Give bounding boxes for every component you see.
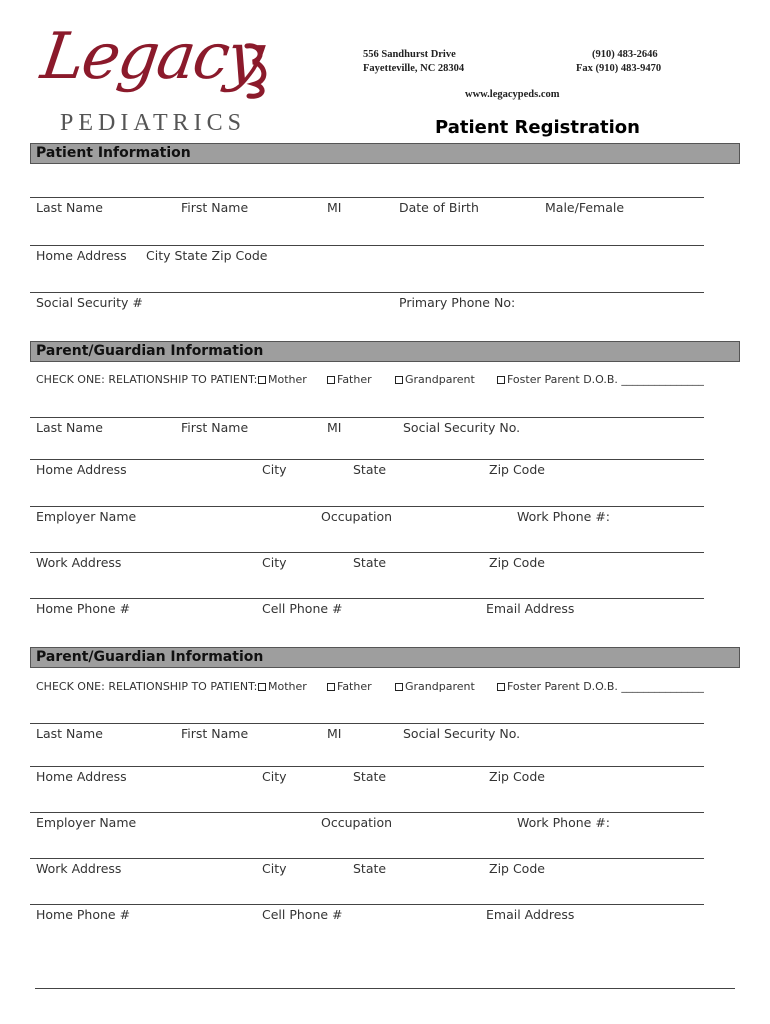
- checkbox-father[interactable]: Father: [327, 680, 372, 693]
- checkbox-foster-parent[interactable]: Foster Parent D.O.B. _______________: [497, 680, 704, 693]
- section-title: Patient Information: [36, 145, 191, 161]
- fax-number: Fax (910) 483-9470: [576, 63, 662, 74]
- page-title: Patient Registration: [435, 117, 640, 138]
- field-rule: [30, 459, 704, 460]
- checkbox-icon[interactable]: [327, 376, 335, 384]
- checkbox-grandparent[interactable]: Grandparent: [395, 373, 475, 386]
- address-line2: Fayetteville, NC 28304: [363, 63, 465, 74]
- guardian1-email[interactable]: Email Address: [486, 601, 575, 616]
- checkbox-icon[interactable]: [497, 683, 505, 691]
- guardian1-home-phone[interactable]: Home Phone #: [36, 601, 131, 616]
- guardian2-cell-phone[interactable]: Cell Phone #: [262, 907, 343, 922]
- checkbox-mother[interactable]: Mother: [258, 373, 307, 386]
- guardian2-work-state[interactable]: State: [353, 861, 387, 876]
- field-rule: [30, 723, 704, 724]
- section-title: Parent/Guardian Information: [36, 649, 264, 665]
- checkbox-icon[interactable]: [395, 683, 403, 691]
- guardian1-work-address[interactable]: Work Address: [36, 555, 122, 570]
- guardian2-state[interactable]: State: [353, 769, 387, 784]
- guardian1-mi[interactable]: MI: [327, 420, 342, 435]
- address-line1: 556 Sandhurst Drive: [363, 49, 456, 60]
- guardian1-city[interactable]: City: [262, 462, 287, 477]
- patient-mi[interactable]: MI: [327, 200, 342, 215]
- guardian2-email[interactable]: Email Address: [486, 907, 575, 922]
- guardian2-home-address[interactable]: Home Address: [36, 769, 127, 784]
- field-rule: [30, 766, 704, 767]
- checkbox-grandparent[interactable]: Grandparent: [395, 680, 475, 693]
- patient-last-name[interactable]: Last Name: [36, 200, 103, 215]
- field-rule: [30, 598, 704, 599]
- patient-ssn[interactable]: Social Security #: [36, 295, 143, 310]
- field-rule: [30, 858, 704, 859]
- section-title: Parent/Guardian Information: [36, 343, 264, 359]
- phone-number: (910) 483-2646: [592, 49, 658, 60]
- checkbox-mother[interactable]: Mother: [258, 680, 307, 693]
- guardian1-section-header: [30, 341, 740, 362]
- guardian1-last-name[interactable]: Last Name: [36, 420, 103, 435]
- logo-swirl-icon: [239, 40, 273, 100]
- guardian2-mi[interactable]: MI: [327, 726, 342, 741]
- field-rule: [30, 904, 704, 905]
- checkbox-icon[interactable]: [497, 376, 505, 384]
- website: www.legacypeds.com: [465, 89, 560, 100]
- guardian1-work-zip[interactable]: Zip Code: [489, 555, 545, 570]
- checkbox-foster-parent[interactable]: Foster Parent D.O.B. _______________: [497, 373, 704, 386]
- guardian1-work-phone[interactable]: Work Phone #:: [517, 509, 611, 524]
- guardian2-occupation[interactable]: Occupation: [321, 815, 393, 830]
- guardian2-last-name[interactable]: Last Name: [36, 726, 103, 741]
- guardian1-state[interactable]: State: [353, 462, 387, 477]
- guardian1-work-city[interactable]: City: [262, 555, 287, 570]
- logo-main-text: Legacy: [36, 20, 267, 94]
- guardian1-zip[interactable]: Zip Code: [489, 462, 545, 477]
- guardian2-employer[interactable]: Employer Name: [36, 815, 137, 830]
- patient-dob[interactable]: Date of Birth: [399, 200, 479, 215]
- guardian2-work-city[interactable]: City: [262, 861, 287, 876]
- patient-section-header: [30, 143, 740, 164]
- guardian1-first-name[interactable]: First Name: [181, 420, 249, 435]
- checkbox-father[interactable]: Father: [327, 373, 372, 386]
- guardian2-city[interactable]: City: [262, 769, 287, 784]
- checkbox-icon[interactable]: [258, 683, 266, 691]
- guardian2-work-phone[interactable]: Work Phone #:: [517, 815, 611, 830]
- guardian2-work-zip[interactable]: Zip Code: [489, 861, 545, 876]
- guardian1-home-address[interactable]: Home Address: [36, 462, 127, 477]
- checkbox-icon[interactable]: [395, 376, 403, 384]
- patient-home-address[interactable]: Home Address: [36, 248, 127, 263]
- relationship-prompt: CHECK ONE: RELATIONSHIP TO PATIENT:: [36, 373, 258, 386]
- guardian1-occupation[interactable]: Occupation: [321, 509, 393, 524]
- patient-city-state-zip[interactable]: City State Zip Code: [146, 248, 268, 263]
- guardian1-ssn[interactable]: Social Security No.: [403, 420, 521, 435]
- field-rule: [30, 292, 704, 293]
- field-rule: [30, 812, 704, 813]
- guardian2-section-header: [30, 647, 740, 668]
- guardian2-zip[interactable]: Zip Code: [489, 769, 545, 784]
- field-rule: [30, 417, 704, 418]
- relationship-prompt: CHECK ONE: RELATIONSHIP TO PATIENT:: [36, 680, 258, 693]
- guardian2-work-address[interactable]: Work Address: [36, 861, 122, 876]
- guardian2-first-name[interactable]: First Name: [181, 726, 249, 741]
- field-rule: [30, 552, 704, 553]
- guardian1-cell-phone[interactable]: Cell Phone #: [262, 601, 343, 616]
- checkbox-icon[interactable]: [327, 683, 335, 691]
- logo-sub-text: PEDIATRICS: [60, 110, 247, 136]
- field-rule: [30, 197, 704, 198]
- footer-rule: [35, 988, 735, 989]
- guardian2-ssn[interactable]: Social Security No.: [403, 726, 521, 741]
- patient-sex[interactable]: Male/Female: [545, 200, 625, 215]
- patient-first-name[interactable]: First Name: [181, 200, 249, 215]
- field-rule: [30, 245, 704, 246]
- logo: [34, 20, 274, 135]
- guardian1-work-state[interactable]: State: [353, 555, 387, 570]
- field-rule: [30, 506, 704, 507]
- guardian1-employer[interactable]: Employer Name: [36, 509, 137, 524]
- patient-primary-phone[interactable]: Primary Phone No:: [399, 295, 516, 310]
- checkbox-icon[interactable]: [258, 376, 266, 384]
- guardian2-home-phone[interactable]: Home Phone #: [36, 907, 131, 922]
